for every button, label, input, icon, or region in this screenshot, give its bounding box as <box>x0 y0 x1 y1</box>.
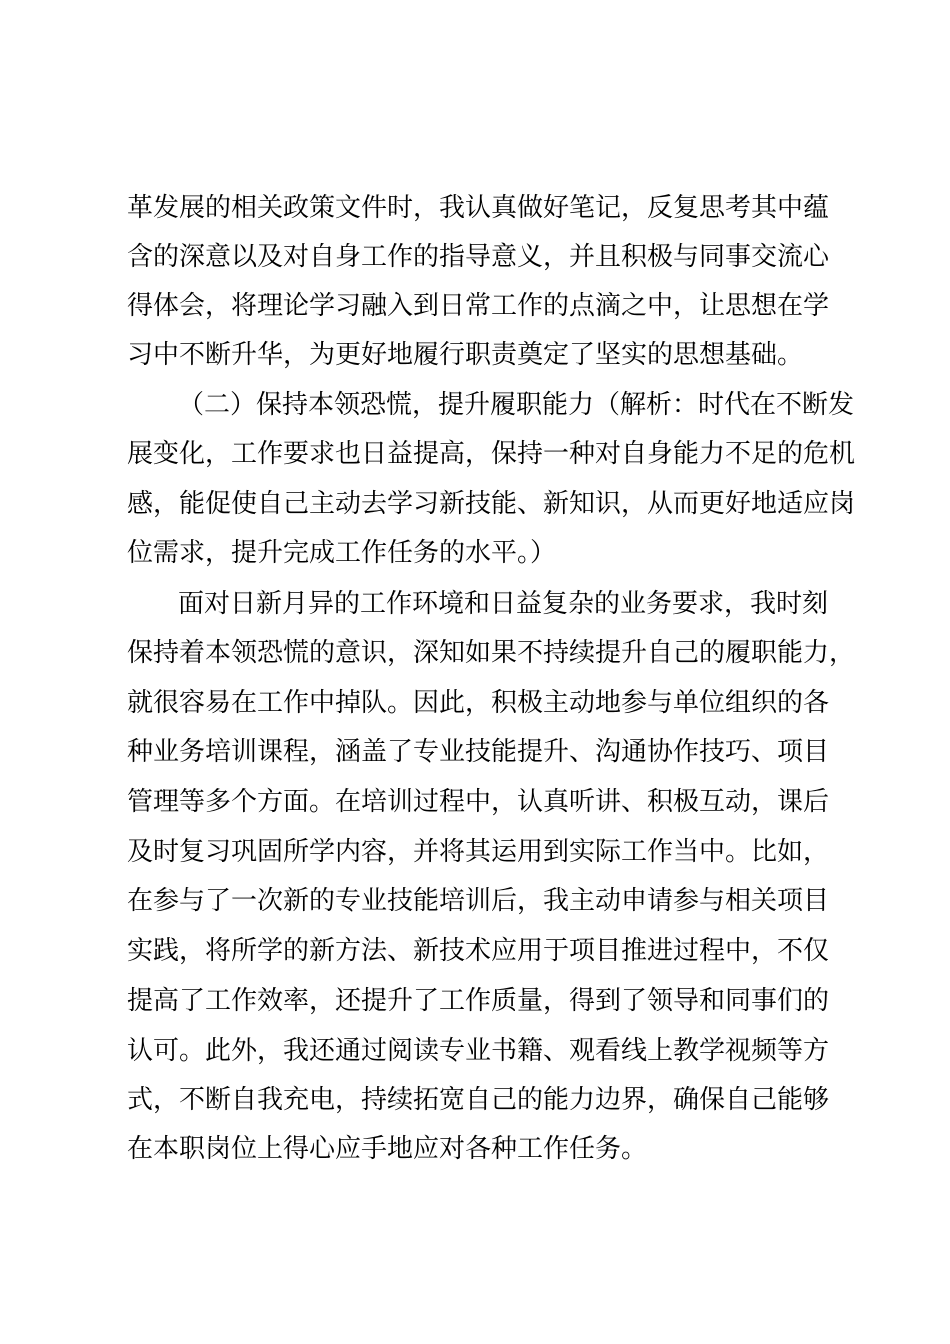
text-line: 实践，将所学的新方法、新技术应用于项目推进过程中，不仅 <box>127 936 830 966</box>
text-line: 就很容易在工作中掉队。因此，积极主动地参与单位组织的各 <box>127 688 830 718</box>
text-line: 含的深意以及对自身工作的指导意义，并且积极与同事交流心 <box>127 242 830 272</box>
text-line: 认可。此外，我还通过阅读专业书籍、观看线上教学视频等方 <box>127 1036 830 1066</box>
text-line: 种业务培训课程，涵盖了专业技能提升、沟通协作技巧、项目 <box>127 737 830 767</box>
text-line: 在本职岗位上得心应手地应对各种工作任务。 <box>127 1134 648 1164</box>
text-line: 管理等多个方面。在培训过程中，认真听讲、积极互动，课后 <box>127 787 830 817</box>
text-line: 得体会，将理论学习融入到日常工作的点滴之中，让思想在学 <box>127 291 830 321</box>
text-line: 及时复习巩固所学内容，并将其运用到实际工作当中。比如， <box>127 837 830 867</box>
text-line: 革发展的相关政策文件时，我认真做好笔记，反复思考其中蕴 <box>127 193 830 223</box>
text-line: 提高了工作效率，还提升了工作质量，得到了领导和同事们的 <box>127 986 830 1016</box>
text-line: 保持着本领恐慌的意识，深知如果不持续提升自己的履职能力， <box>127 638 856 668</box>
text-line: 习中不断升华，为更好地履行职责奠定了坚实的思想基础。 <box>127 340 804 370</box>
text-line: 式，不断自我充电，持续拓宽自己的能力边界，确保自己能够 <box>127 1085 830 1115</box>
text-line: 在参与了一次新的专业技能培训后，我主动申请参与相关项目 <box>127 886 830 916</box>
heading-line: （二）保持本领恐慌，提升履职能力（解析：时代在不断发 <box>178 390 855 420</box>
heading-line: 位需求，提升完成工作任务的水平。） <box>127 538 557 568</box>
text-line: 面对日新月异的工作环境和日益复杂的业务要求，我时刻 <box>178 589 829 619</box>
heading-line: 展变化，工作要求也日益提高，保持一种对自身能力不足的危机 <box>127 439 856 469</box>
heading-line: 感，能促使自己主动去学习新技能、新知识，从而更好地适应岗 <box>127 489 856 519</box>
